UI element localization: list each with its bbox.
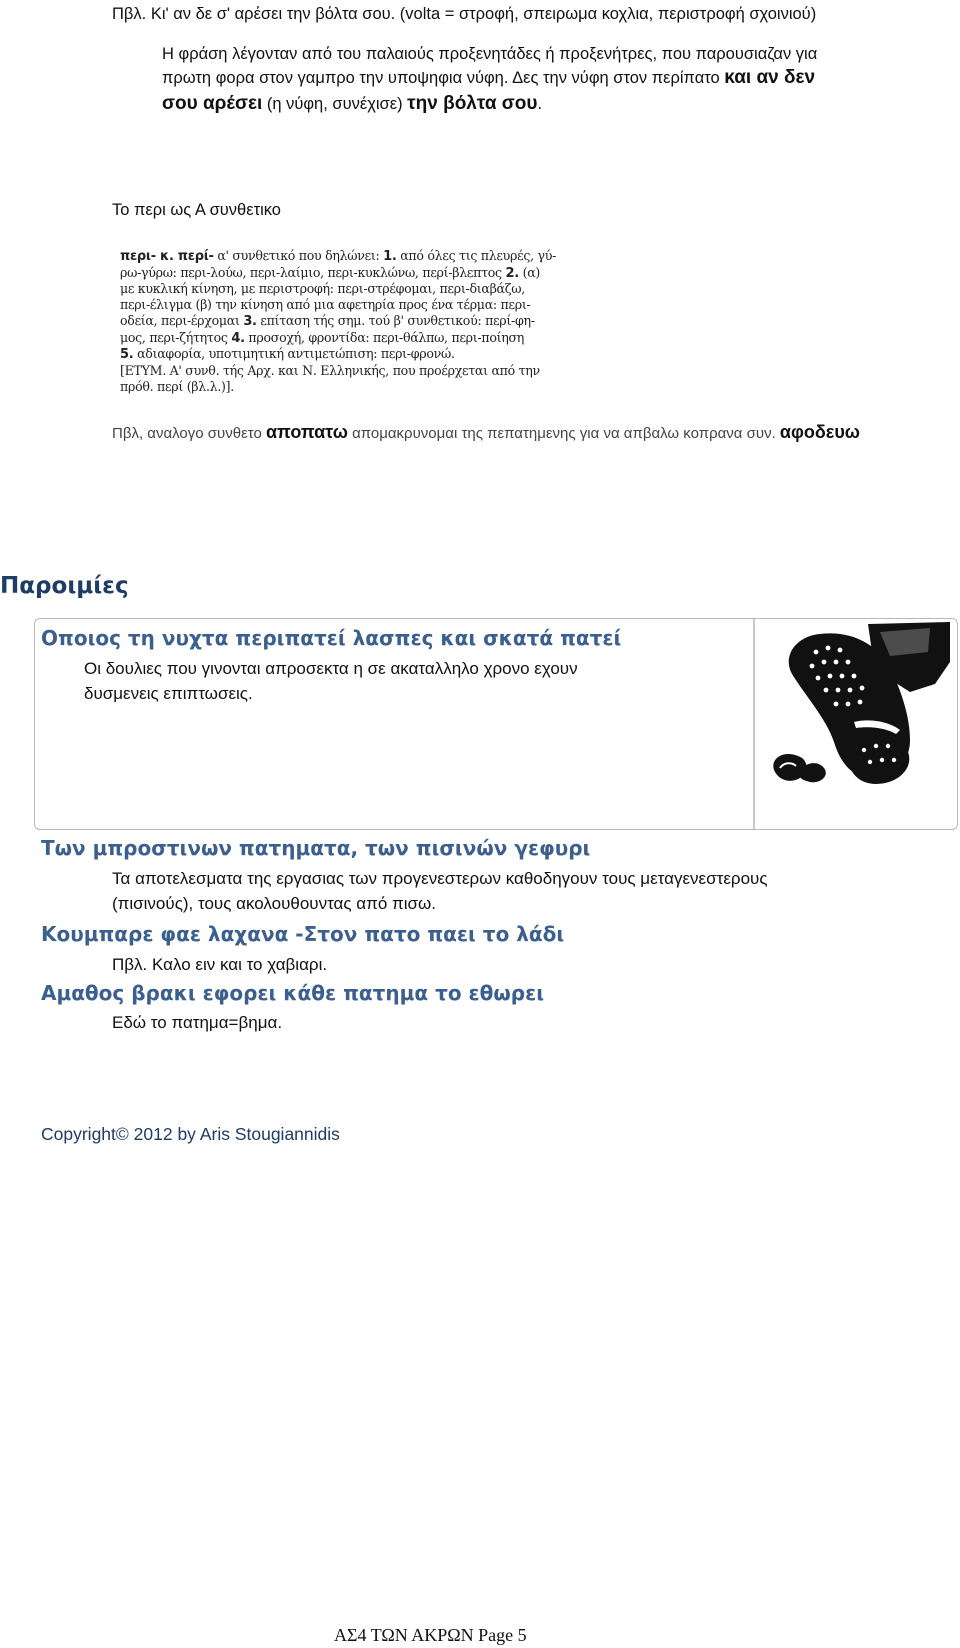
explanation-line-2: πρωτη φορα στον γαμπρο την υποψηφια νύφη. Δες την νύφη στον περίπατο και αν δεν	[162, 67, 816, 88]
section-heading-proverbs: Παροιμίες	[0, 573, 129, 599]
dictionary-line: πρόθ. περί (βλ.λ.)].	[120, 378, 234, 394]
dictionary-line: περι- κ. περί- α' συνθετικό που δηλώνει: 1. από όλες τις πλευρές, γύ-	[120, 248, 557, 264]
shoe-stepping-icon	[760, 622, 952, 798]
analog-note: Πβλ, αναλογο συνθετο αποπατω απομακρυνομαι της πεπατημενης για να απβαλω κοπρανα συν. αφοδευω	[112, 422, 860, 442]
dictionary-line: [ΕΤΥΜ. Α' συνθ. τής Αρχ. και Ν. Ελληνικής, που προέρχεται από την	[120, 362, 540, 378]
proverb-title: Κουμπαρε φαε λαχανα -Στον πατο παει το λάδι	[41, 922, 565, 946]
explanation-line-3: σου αρέσει (η νύφη, συνέχισε) την βόλτα σου.	[162, 93, 543, 114]
proverb-explanation: Πβλ. Καλο ειν και το χαβιαρι.	[112, 955, 328, 974]
proverb-title: Οποιος τη νυχτα περιπατεί λασπες και σκατά πατεί	[41, 626, 622, 650]
proverb-explanation: Οι δουλιες που γινονται απροσεκτα η σε ακαταλληλο χρονο εχουν δυσμενεις επιπτωσεις.	[84, 659, 578, 703]
peri-label: Το περι ως Α συνθετικο	[112, 201, 281, 219]
proverb-explanation: Τα αποτελεσματα της εργασιας των προγενεστερων καθοδηγουν τους μεταγενεστερους (πισινούς), τους ακολουθουντας από πισω.	[112, 869, 768, 913]
explanation-line-1: Η φράση λέγονταν από του παλαιούς προξενητάδες ή προξενήτρες, που παρουσιαζαν για	[162, 45, 818, 63]
dictionary-excerpt	[120, 248, 590, 394]
dictionary-line: οδεία, περι-έρχομαι 3. επίταση τής σημ. τού β' συνθετικού: περί-φη-	[120, 312, 535, 329]
proverb-title: Των μπροστινων πατηματα, των πισινών γεφυρι	[41, 836, 591, 860]
proverb-explanation: Εδώ το πατημα=βημα.	[112, 1013, 283, 1032]
intro-explanation	[162, 42, 952, 116]
copyright-notice: Copyright© 2012 by Aris Stougiannidis	[41, 1124, 340, 1144]
dictionary-line: μος, περι-ζήτητος 4. προσοχή, φροντίδα: περι-θάλπω, περι-ποίηση	[120, 329, 525, 346]
dictionary-line: με κυκλική κίνηση, με περιστροφή: περι-στρέφομαι, περι-διαβάζω,	[120, 281, 525, 297]
dictionary-line: περι-έλιγμα (β) την κίνηση από μια αφετηρία προς ένα τέρμα: περι-	[120, 297, 531, 313]
proverb-title: Αμαθος βρακι εφορει κάθε πατημα το εθωρει	[41, 981, 545, 1005]
dictionary-line: 5. αδιαφορία, υποτιμητική αντιμετώπιση: περι-φρονώ.	[120, 346, 455, 363]
page-footer: ΑΣ4 ΤΩΝ ΑΚΡΩΝ Page 5	[334, 1625, 527, 1645]
dictionary-line: ρω-γύρω: περι-λούω, περι-λαίμιο, περι-κυκλώνω, περί-βλεπτος 2. (α)	[120, 264, 541, 281]
intro-line: Πβλ. Κι' αν δε σ' αρέσει την βόλτα σου. (volta = στροφή, σπειρωμα κοχλια, περιστροφή σχοινιού)	[112, 5, 817, 23]
box-divider	[753, 619, 755, 829]
